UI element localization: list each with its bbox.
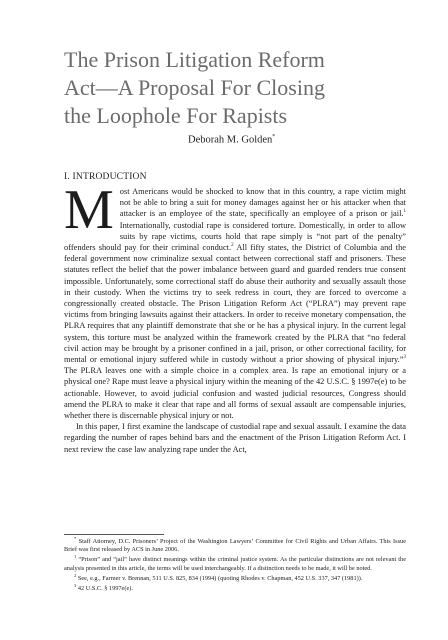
paragraph-text: The PLRA leaves one with a simple choice in a complex area. Is rape an emotional injury or a physical one? Rape must leave a physical injury within the meaning of the 42 U.S.C. § 1997e(e) to be actionable. However, to avoid judicial confusion and wasted judicial resources, Congress should amend the PLRA to make it clear that rape and all forms of sexual assault are compensable injuries, whether there is discernable physical injury or not. [64, 366, 406, 421]
footnote-mark: 2 [74, 572, 77, 578]
footnote-ref: 1 [403, 209, 406, 215]
footnote-ref: 2 [231, 243, 234, 249]
title-line: The Prison Litigation Reform [64, 47, 325, 72]
footnote [64, 572, 406, 583]
title-line: the Loophole For Rapists [64, 103, 288, 128]
paragraph-intro [64, 179, 406, 421]
footnote-text: 42 U.S.C. § 1997e(e). [77, 584, 133, 592]
paragraph-text: Internationally, custodial rape is considered torture. Domestically, in order to allow suits by rape victims, courts hold that rape simply is “not part of the penalty” offenders should pay for their criminal conduct. [64, 220, 406, 253]
article-title [64, 46, 404, 130]
footnote-text: Staff Attorney, D.C. Prisoners’ Project of the Washington Lawyers’ Committee for Civil Rights and Urban Affairs. This Issue Brief was first released by ACS in June 2006. [64, 538, 406, 554]
author-footnote-mark: * [272, 134, 276, 140]
footnote-mark: 3 [74, 582, 77, 588]
footnote-text: See, e.g., Farmer v. Brennan, 511 U.S. 825, 834 (1994) (quoting Rhodes v. Chapman, 452 U.S. 337, 347 (1981)). [77, 574, 363, 582]
footnote-divider [64, 534, 164, 535]
footnote [64, 556, 406, 573]
footnotes [64, 535, 406, 594]
title-line: Act—A Proposal For Closing [64, 75, 325, 100]
footnote [64, 535, 406, 555]
drop-cap: M [64, 179, 114, 241]
section-heading: I. INTRODUCTION [64, 172, 147, 182]
article-body [64, 179, 406, 455]
paragraph-text: All fifty states, the District of Columbia and the federal government now criminalize sexual contact between correctional staff and prisoners. These statutes reflect the belief that the power imbalance between guard and guarded renders true consent impossible. Unfortunately, some correctional staff do abuse their authority and sexually assault those in their custody. When the victims try to seek redress in court, they are forced to overcome a congressionally created obstacle. The Prison Litigation Reform Act (“PLRA”) may prevent rape victims from bringing lawsuits against their attackers. In order to receive monetary compensation, the PLRA requires that any plaintiff demonstrate that she or he has a physical injury. In the current legal system, this torture must be analyzed within the framework created by the PLRA that “no federal civil action may be brought by a prisoner confined in a jail, prison, or other correctional facility, for mental or emotional injury suffered while in custody without a prior showing of physical injury.” [64, 243, 406, 365]
footnote-mark: * [74, 535, 77, 541]
author-byline [188, 134, 275, 146]
paragraph-second: In this paper, I first examine the landscape of custodial rape and sexual assault. I examine the data regarding the number of rapes behind bars and the enactment of the Prison Litigation Reform Act. I next review the case law analyzing rape under the Act, [64, 422, 406, 454]
footnote [64, 582, 406, 593]
footnote-text: “Prison” and “jail” have distinct meanings within the criminal justice system. As the particular distinctions are not relevant the analysis presented in this article, the terms will be used interchangeably. If a distinction needs to be made, it will be noted. [64, 556, 406, 572]
paragraph-text: ost Americans would be shocked to know that in this country, a rape victim might not be able to bring a suit for money damages against her or his attacker when that attacker is an employee of the state, specifically an employee of a prison or jail. [119, 187, 406, 219]
footnote-mark: 1 [74, 554, 77, 560]
footnote-ref: 3 [403, 355, 406, 361]
author-name: Deborah M. Golden [188, 134, 273, 146]
